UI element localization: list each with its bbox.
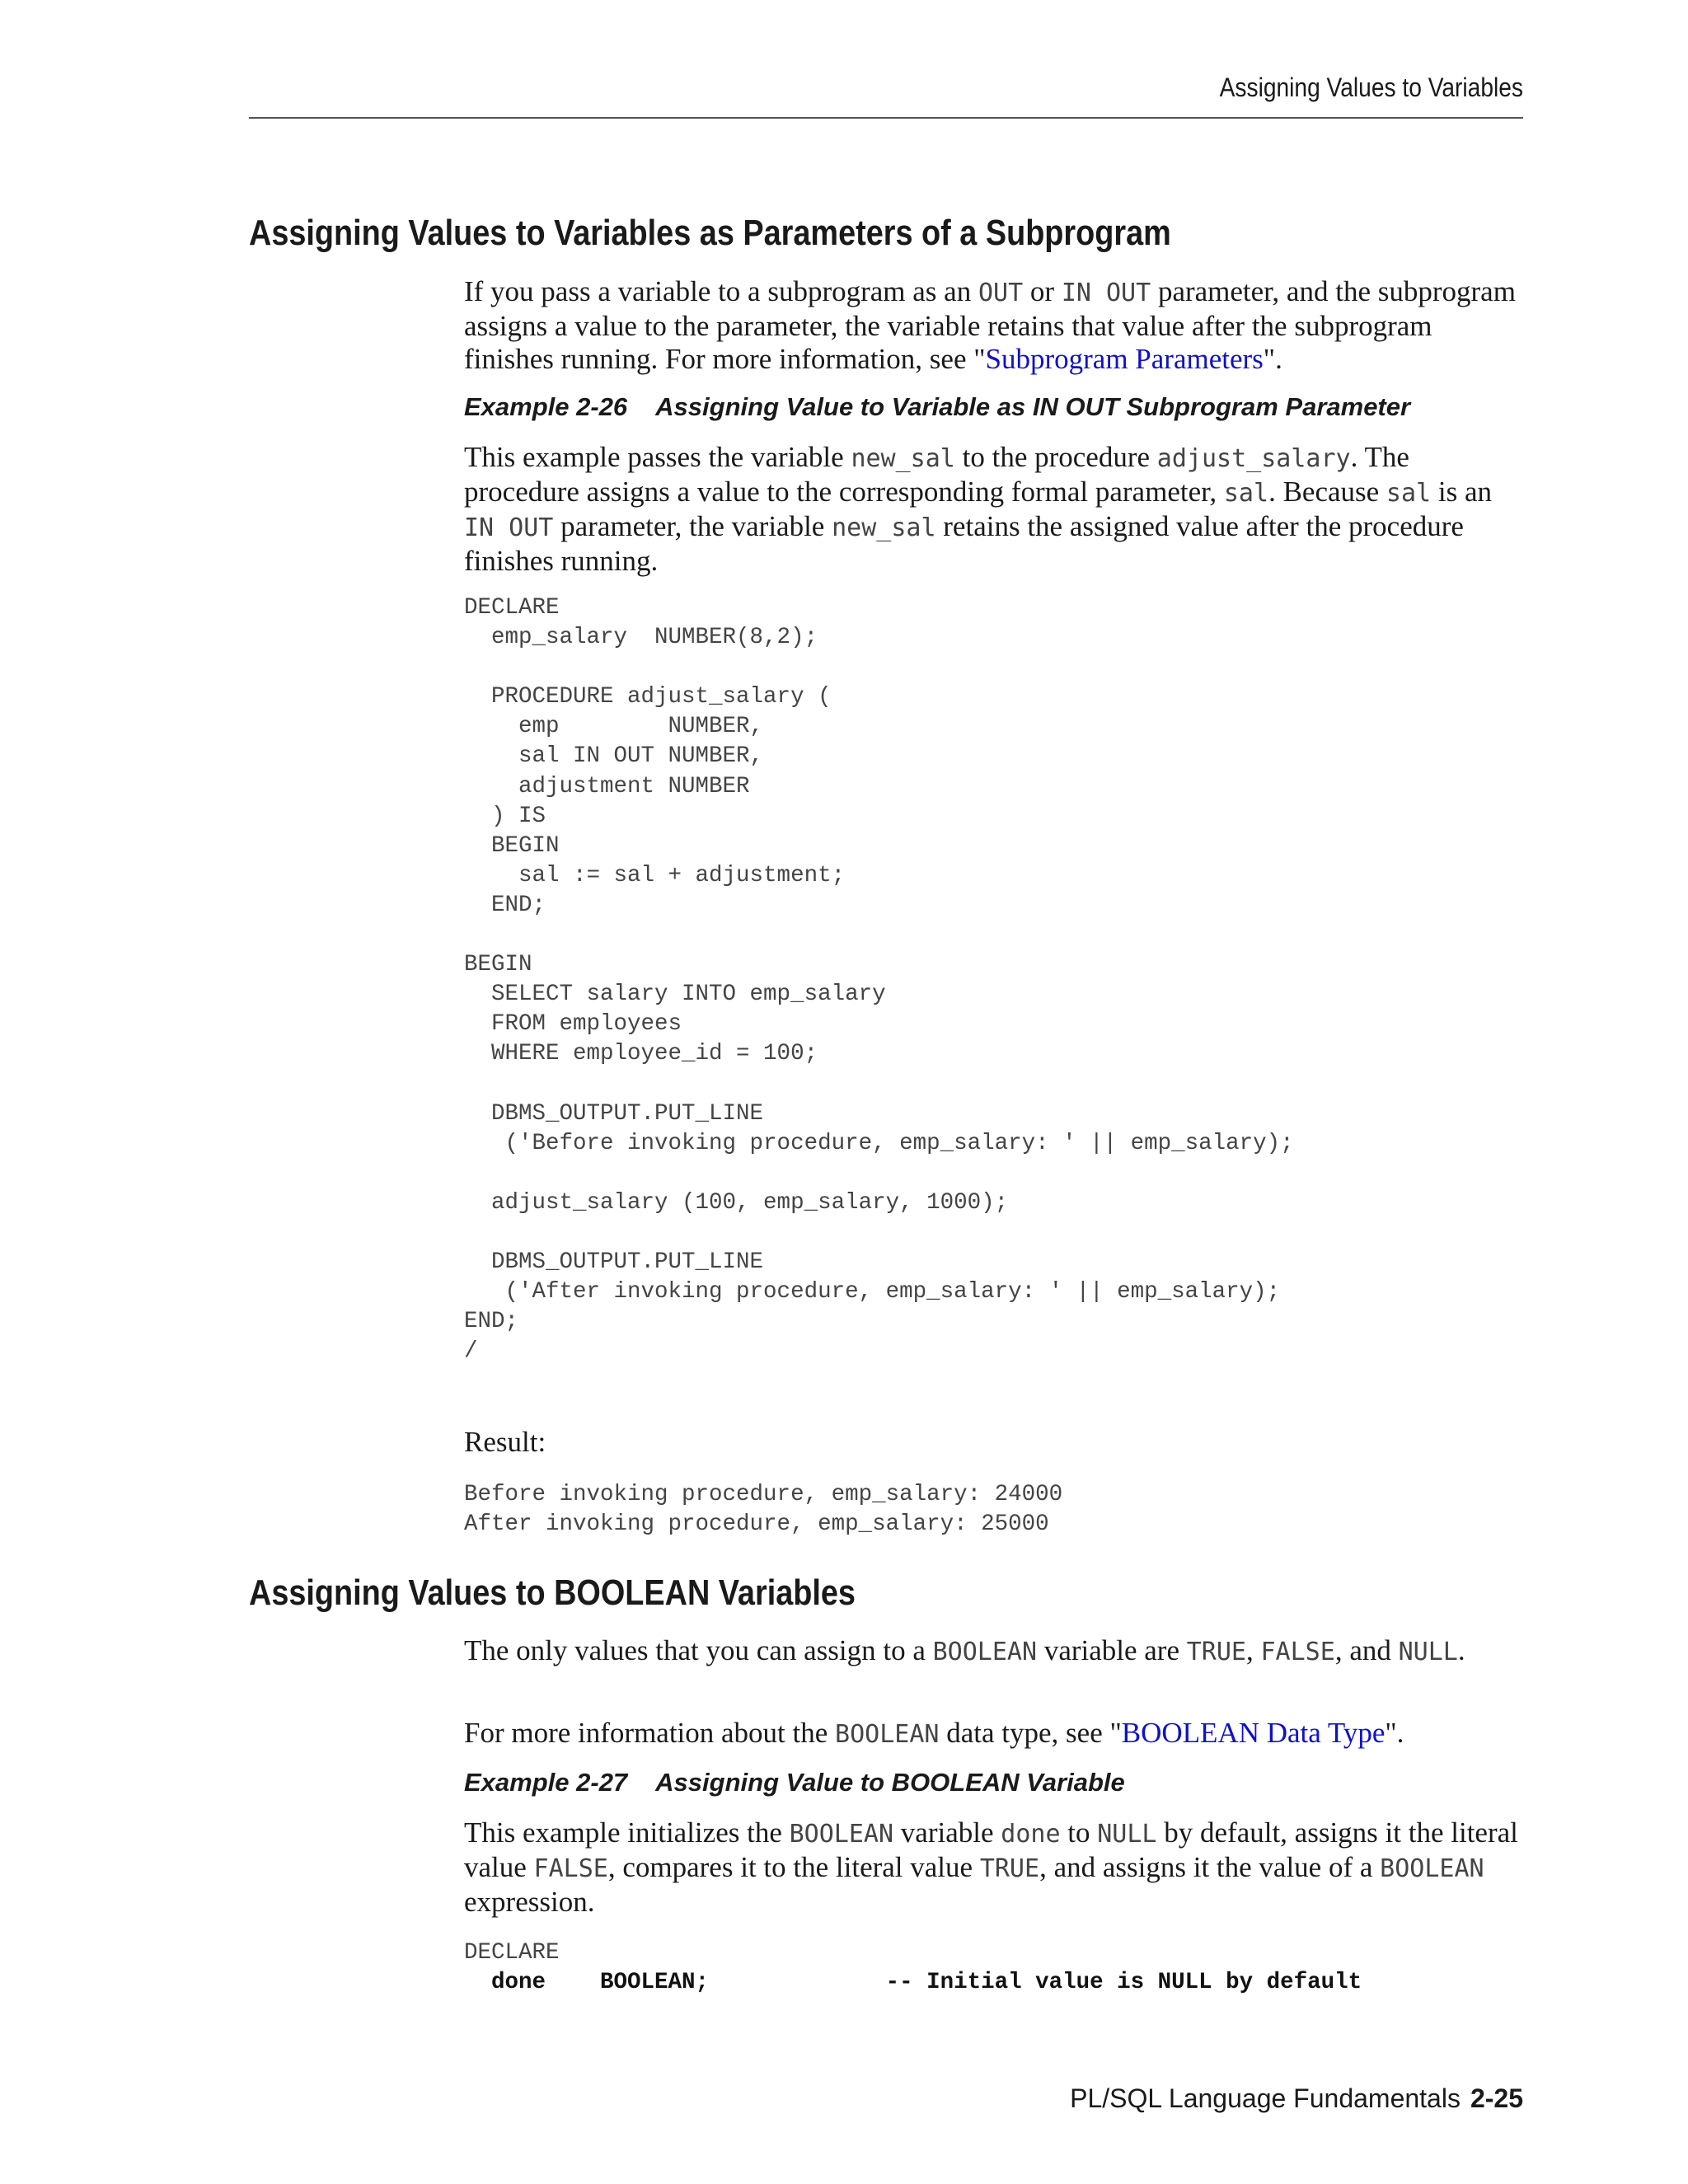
running-head: Assigning Values to Variables bbox=[1219, 73, 1523, 102]
code-block-result: Before invoking procedure, emp_salary: 24000 After invoking procedure, emp_salary: 25000 bbox=[464, 1482, 1063, 1538]
code-block-example-2-26: DECLARE emp_salary NUMBER(8,2); PROCEDURE adjust_salary ( emp NUMBER, sal IN OUT NUMBER, adjustment NUMBER ) IS BEGIN sal := sal + adjustment; END; BEGIN SELECT salary INTO emp_salary FROM employees WHERE employee_id = 100; DBMS_OUTPUT.PUT_LINE ('Before invoking procedure, emp_salary: ' || emp_salary); adjust_salary (100, emp_salary, 1000); DBMS_OUTPUT.PUT_LINE ('After invoking procedure, emp_salary: ' || emp_salary); END; / bbox=[464, 595, 1294, 1365]
paragraph-boolean-values: The only values that you can assign to a BOOLEAN variable are TRUE, FALSE, and NULL. bbox=[464, 1634, 1465, 1666]
link-subprogram-parameters[interactable]: Subprogram Parameters bbox=[985, 343, 1264, 375]
paragraph-intro: If you pass a variable to a subprogram as an OUT or IN OUT parameter, and the subprogram assigns a value to the parameter, the variable retains that value after the subprogram finishes running. For more information, see "Subprogram Parameters". bbox=[464, 275, 1516, 375]
result-label: Result: bbox=[464, 1426, 546, 1458]
link-boolean-data-type[interactable]: BOOLEAN Data Type bbox=[1121, 1717, 1386, 1749]
page-number: 2-25 bbox=[1470, 2083, 1523, 2113]
page-footer bbox=[1070, 2083, 1523, 2114]
section-heading-boolean-variables: Assigning Values to BOOLEAN Variables bbox=[249, 1572, 856, 1613]
paragraph-example-description: This example passes the variable new_sal to the procedure adjust_salary. The procedure assigns a value to the corresponding formal parameter, sal. Because sal is an IN OUT parameter, the variable new_sal retains the assigned value after the procedure finishes running. bbox=[464, 441, 1492, 577]
example-caption-2-26: Example 2-26 Assigning Value to Variable as IN OUT Subprogram Parameter bbox=[464, 392, 1411, 421]
paragraph-boolean-example-description: This example initializes the BOOLEAN variable done to NULL by default, assigns it the literal value FALSE, compares it to the literal value TRUE, and assigns it the value of a BOOLEAN expression. bbox=[464, 1816, 1518, 1918]
paragraph-boolean-more-info: For more information about the BOOLEAN data type, see "BOOLEAN Data Type". bbox=[464, 1717, 1404, 1749]
example-caption-2-27: Example 2-27 Assigning Value to BOOLEAN Variable bbox=[464, 1768, 1125, 1797]
code-block-example-2-27-declare: DECLARE bbox=[464, 1940, 560, 1966]
code-block-example-2-27-declaration: done BOOLEAN; -- Initial value is NULL by default bbox=[464, 1970, 1362, 1995]
section-heading-subprogram-parameters: Assigning Values to Variables as Parameters of a Subprogram bbox=[249, 213, 1171, 253]
header-rule bbox=[249, 117, 1523, 119]
footer-book-title: PL/SQL Language Fundamentals bbox=[1070, 2083, 1461, 2113]
